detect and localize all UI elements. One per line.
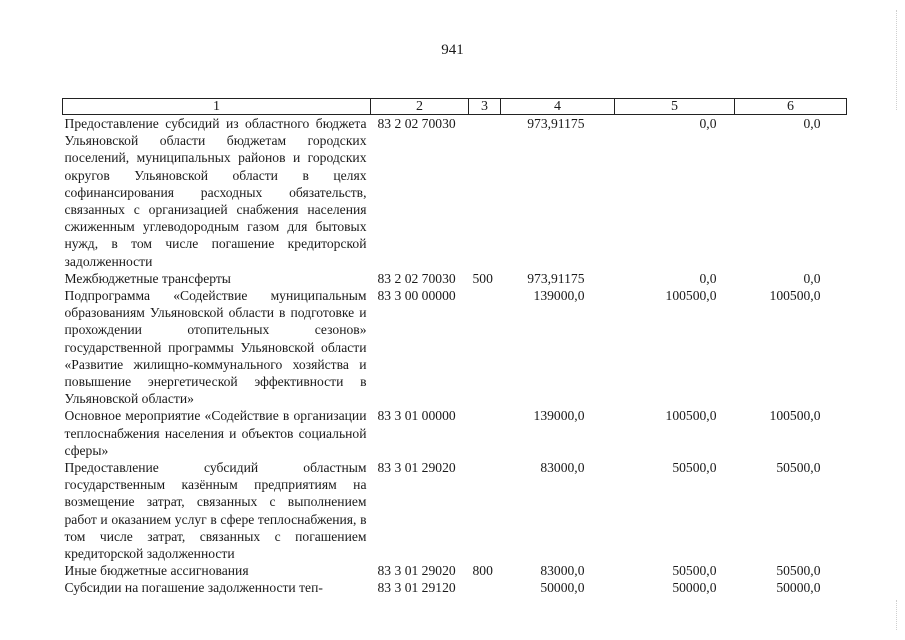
row-name: Межбюджетные трансферты bbox=[64, 270, 231, 286]
row-expense-type bbox=[469, 459, 501, 562]
table-row bbox=[63, 270, 847, 287]
row-name: Субсидии на погашение задолженности теп- bbox=[64, 580, 323, 596]
column-header-1: 1 bbox=[63, 99, 371, 115]
row-name: Предоставление субсидий областным государственным казённым предприятиям на возмещение затрат, связанных с выполнением работ и оказанием услуг в сфере теплоснабжения, в том числе затрат, связанных с погашением кредиторской задолженности bbox=[64, 460, 367, 562]
row-expense-type bbox=[469, 115, 501, 270]
row-expense-type: 500 bbox=[472, 270, 493, 286]
row-value-col5: 50500,0 bbox=[672, 460, 717, 476]
page-number: 941 bbox=[441, 42, 464, 58]
row-value-col4: 50000,0 bbox=[540, 580, 585, 596]
row-value-col5: 100500,0 bbox=[665, 408, 717, 424]
row-value-col6: 0,0 bbox=[803, 116, 821, 131]
column-header-5: 5 bbox=[615, 99, 735, 115]
column-header-3: 3 bbox=[469, 99, 501, 115]
budget-table bbox=[62, 98, 846, 597]
row-value-col4: 973,91175 bbox=[527, 270, 585, 286]
row-value-col5: 100500,0 bbox=[665, 288, 717, 304]
scan-edge-mark-bottom bbox=[888, 600, 897, 630]
budget-table-grid bbox=[62, 98, 847, 597]
row-value-col6: 0,0 bbox=[803, 270, 821, 286]
row-value-col5: 50500,0 bbox=[672, 563, 717, 579]
column-header-4: 4 bbox=[501, 99, 615, 115]
table-row bbox=[63, 287, 847, 407]
row-value-col4: 973,91175 bbox=[527, 116, 585, 131]
row-value-col6: 50500,0 bbox=[776, 563, 821, 579]
row-value-col6: 50000,0 bbox=[776, 580, 821, 596]
row-value-col4: 83000,0 bbox=[540, 563, 585, 579]
row-value-col6: 50500,0 bbox=[776, 460, 821, 476]
row-name: Предоставление субсидий из областного бюджета Ульяновской области бюджетам городских поселений, муниципальных районов и городских округов Ульяновской области в целях софинансирования расходных обязательств, связанных с организацией снабжения населения сжиженным углеводородным газом для бытовых нужд, в том числе погашение кредиторской задолженности bbox=[64, 116, 367, 269]
row-code: 83 3 00 00000 bbox=[377, 288, 456, 304]
row-expense-type bbox=[469, 407, 501, 459]
row-value-col4: 83000,0 bbox=[540, 460, 585, 476]
row-value-col5: 50000,0 bbox=[672, 580, 717, 596]
row-code: 83 3 01 29020 bbox=[377, 563, 456, 579]
row-name: Подпрограмма «Содействие муниципальным образованиям Ульяновской области в подготовке и прохождении отопительных сезонов» государственной программы Ульяновской области «Развитие жилищно-коммунального хозяйства и повышение энергетической эффективности в Ульяновской области» bbox=[64, 288, 367, 407]
row-value-col5: 0,0 bbox=[699, 116, 717, 131]
row-name: Основное мероприятие «Содействие в организации теплоснабжения населения и объектов социальной сферы» bbox=[64, 408, 367, 458]
column-header-2: 2 bbox=[371, 99, 469, 115]
row-code: 83 3 01 00000 bbox=[377, 408, 456, 424]
header-row bbox=[63, 99, 847, 115]
row-expense-type: 800 bbox=[472, 563, 493, 579]
row-code: 83 3 01 29120 bbox=[377, 580, 456, 596]
row-value-col5: 0,0 bbox=[699, 270, 717, 286]
column-header-6: 6 bbox=[735, 99, 847, 115]
table-row bbox=[63, 115, 847, 270]
table-row bbox=[63, 579, 847, 596]
row-value-col4: 139000,0 bbox=[533, 408, 585, 424]
table-row bbox=[63, 407, 847, 459]
row-name: Иные бюджетные ассигнования bbox=[64, 563, 249, 579]
row-value-col6: 100500,0 bbox=[769, 408, 821, 424]
row-expense-type bbox=[469, 579, 501, 596]
row-value-col6: 100500,0 bbox=[769, 288, 821, 304]
row-expense-type bbox=[469, 287, 501, 407]
row-value-col4: 139000,0 bbox=[533, 288, 585, 304]
table-row bbox=[63, 562, 847, 579]
row-code: 83 2 02 70030 bbox=[377, 270, 456, 286]
scan-edge-mark bbox=[888, 10, 897, 110]
table-row bbox=[63, 459, 847, 562]
row-code: 83 2 02 70030 bbox=[377, 116, 456, 131]
row-code: 83 3 01 29020 bbox=[377, 460, 456, 476]
